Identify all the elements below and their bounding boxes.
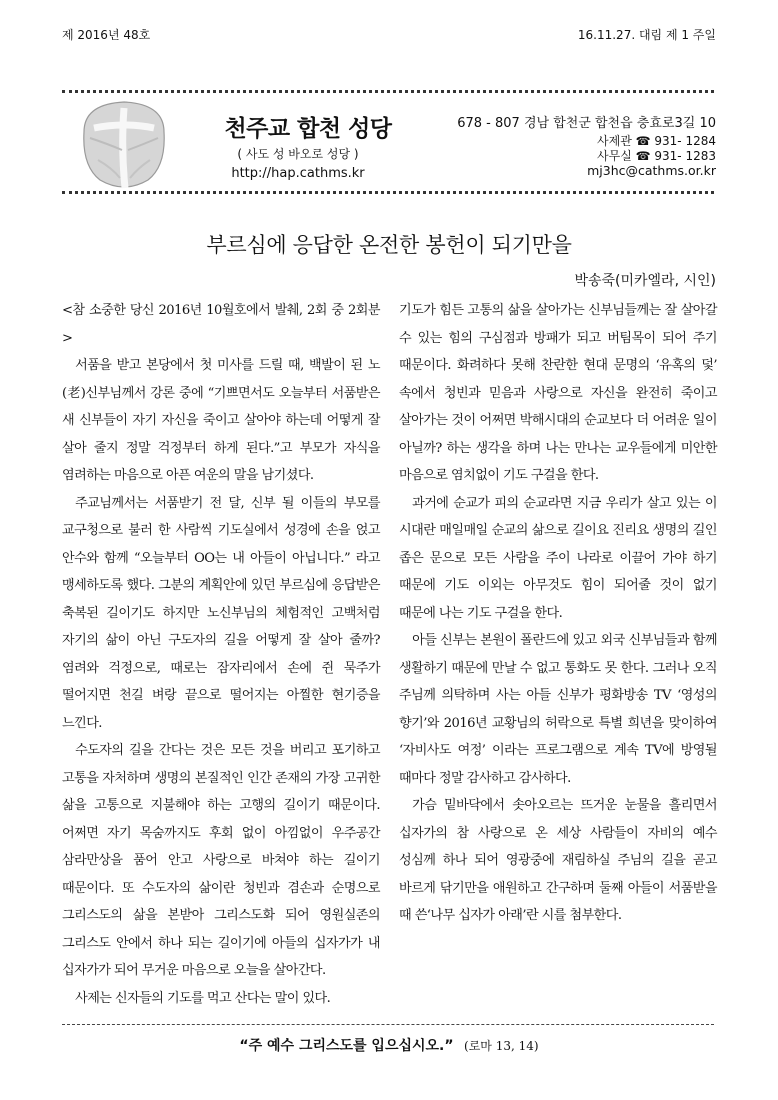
scripture-quote: “주 예수 그리스도를 입으십시오.” — [239, 1038, 454, 1054]
article-column-right — [399, 297, 717, 930]
issue-number: 제 2016년 48호 — [62, 28, 151, 42]
scripture-reference: (로마 13, 14) — [464, 1039, 539, 1053]
paragraph: 서품을 받고 본당에서 첫 미사를 드릴 때, 백발이 된 노(老)신부님께서 강론 중에 “기쁘면서도 오늘부터 서품받은 새 신부들이 자기 자신을 죽이고 살아야 하는데 어떻게 잘 살아 줄지 정말 걱정부터 하게 된다.”고 부모가 자식을 염려하는 마음으로 아픈 여운의 말을 남기셨다. — [62, 358, 380, 483]
paragraph: 수도자의 길을 간다는 것은 모든 것을 버리고 포기하고 고통을 자처하며 생명의 본질적인 인간 존재의 가장 고귀한 삶을 고통으로 지불해야 하는 고행의 길이기 때문이다. 어쩌면 자기 목숨까지도 후회 없이 아낌없이 우주공간 삼라만상을 품어 안고 사랑으로 바쳐야 하는 길이기 때문이다. 또 수도자의 삶이란 청빈과 겸손과 순명으로 그리스도의 삶을 본받아 그리스도화 되어 영원실존의 그리스도 안에서 하나 되는 길이기에 아들의 십자가가 내 십자가가 되어 무거운 마음으로 오늘을 살아간다. — [62, 743, 380, 978]
article-column-left — [62, 297, 380, 1012]
parish-url[interactable]: http://hap.cathms.kr — [231, 166, 365, 181]
rectory-phone: 사제관 ☎ 931- 1284 — [597, 134, 716, 148]
footer-divider — [62, 1024, 714, 1025]
paragraph: 사제는 신자들의 기도를 먹고 산다는 말이 있다. — [75, 990, 331, 1006]
parish-email[interactable]: mj3hc@cathms.or.kr — [587, 163, 716, 178]
header-divider-bottom — [62, 191, 714, 194]
header-divider-top — [62, 90, 714, 93]
footer-quote — [0, 1035, 778, 1055]
paragraph: 아들 신부는 본원이 폴란드에 있고 외국 신부님들과 함께 생활하기 때문에 만날 수 없고 통화도 못 한다. 그러나 오직 주님께 의탁하며 사는 아들 신부가 평화방송 TV ‘영성의 향기’와 2016년 교황님의 허락으로 특별 희년을 맞이하여 ‘자비사도 여정’ 이라는 프로그램으로 계속 TV에 방영될 때마다 정말 감사하고 감사하다. — [399, 633, 717, 786]
office-phone: 사무실 ☎ 931- 1283 — [597, 149, 716, 163]
article-title: 부르심에 응답한 온전한 봉헌이 되기만을 — [206, 233, 572, 257]
paragraph: 가슴 밑바닥에서 솟아오르는 뜨거운 눈물을 흘리면서 십자가의 참 사랑으로 온 세상 사람들이 자비의 예수 성심께 하나 되어 영광중에 재림하실 주님의 길을 곧고 바르게 닦기만을 애원하고 간구하며 둘째 아들이 서품받을 때 쓴‘나무 십자가 아래’란 시를 첨부한다. — [399, 798, 717, 923]
issue-date: 16.11.27. 대림 제 1 주일 — [577, 28, 716, 42]
cross-emblem-icon — [78, 98, 170, 190]
paragraph-continued: 기도가 힘든 고통의 삶을 살아가는 신부님들께는 잘 살아갈 수 있는 힘의 구심점과 방패가 되고 버팀목이 되어 주기 때문이다. 화려하다 못해 찬란한 현대 문명의 ‘유혹의 덫’ 속에서 청빈과 믿음과 사랑으로 자신을 완전히 죽이고 살아가는 것이 어쩌면 박해시대의 순교보다 더 어려운 일이 아닐까? 하는 생각을 하며 나는 만나는 교우들에게 미안한 마음으로 염치없이 기도 구걸을 한다. — [399, 303, 717, 483]
parish-subtitle: ( 사도 성 바오로 성당 ) — [237, 147, 359, 161]
article-author: 박송죽(미카엘라, 시인) — [574, 273, 716, 289]
paragraph: 과거에 순교가 피의 순교라면 지금 우리가 살고 있는 이 시대란 매일매일 순교의 삶으로 길이요 진리요 생명의 길인 좁은 문으로 모든 사람을 주이 나라로 이끌어 가야 하기 때문에 기도 이외는 아무것도 힘이 되어줄 것이 없기 때문에 나는 기도 구걸을 한다. — [399, 495, 717, 621]
article-source: <참 소중한 당신 2016년 10월호에서 발췌, 2회 중 2회분> — [62, 303, 380, 346]
paragraph: 주교님께서는 서품받기 전 달, 신부 될 이들의 부모를 교구청으로 불러 한 사람씩 기도실에서 성경에 손을 얹고 안수와 함께 “오늘부터 OO는 내 아들이 아닙니다.” 라고 맹세하도록 했다. 그분의 계획안에 있던 부르심에 응답받은 축복된 길이기도 하지만 노신부님의 체험적인 고백처럼 자기의 삶이 아닌 구도자의 길을 어떻게 잘 살아 줄까? 염려와 걱정으로, 때로는 잠자리에서 손에 쥔 묵주가 떨어지면 천길 벼랑 끝으로 떨어지는 아찔한 현기증을 느낀다. — [62, 495, 380, 731]
parish-address: 678 - 807 경남 합천군 합천읍 충효로3길 10 — [457, 116, 716, 131]
parish-name: 천주교 합천 성당 — [224, 116, 392, 142]
